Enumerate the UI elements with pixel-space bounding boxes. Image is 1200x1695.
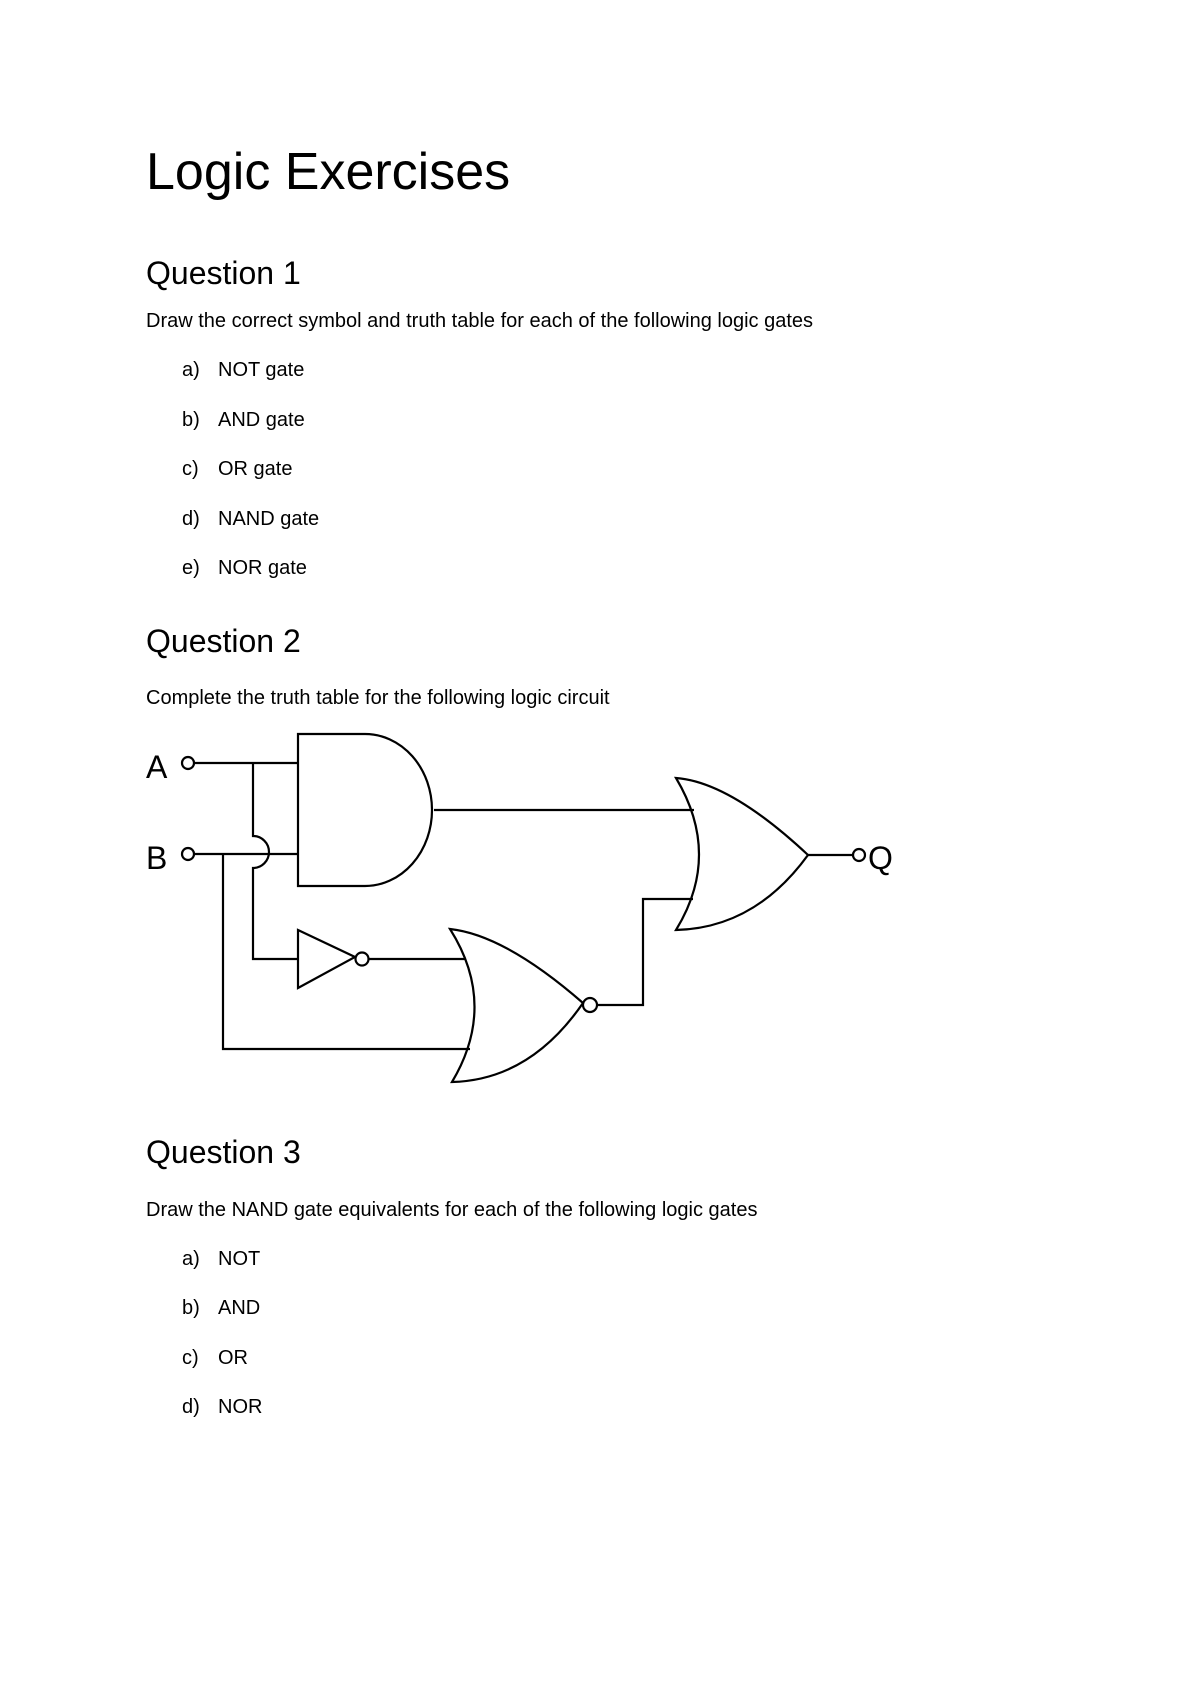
list-text: AND gate (218, 409, 305, 431)
input-a-terminal (182, 757, 194, 769)
question-3-heading: Question 3 (146, 1134, 301, 1170)
input-a-label: A (146, 749, 168, 785)
wire-a-to-not (253, 763, 298, 959)
list-item (182, 507, 319, 531)
list-item (182, 1247, 260, 1271)
list-text: OR gate (218, 458, 293, 480)
list-item (182, 1296, 260, 1320)
list-item (182, 1395, 262, 1419)
list-item (182, 408, 305, 432)
list-item (182, 358, 304, 382)
input-b-label: B (146, 840, 168, 876)
question-2-prompt: Complete the truth table for the following logic circuit (146, 687, 610, 709)
output-q-label: Q (868, 840, 893, 876)
list-text: NOR gate (218, 557, 307, 579)
not-bubble (356, 953, 369, 966)
input-b-terminal (182, 848, 194, 860)
question-2-heading: Question 2 (146, 623, 301, 659)
list-text: NOR (218, 1396, 263, 1418)
not-gate (298, 930, 355, 988)
list-marker: b) (182, 409, 200, 431)
nor-gate (450, 929, 583, 1082)
list-item (182, 556, 307, 580)
question-1-heading: Question 1 (146, 255, 301, 291)
list-marker: a) (182, 359, 200, 381)
list-marker: c) (182, 458, 199, 480)
list-marker: b) (182, 1297, 200, 1319)
list-marker: d) (182, 1396, 200, 1418)
list-text: NOT (218, 1248, 261, 1270)
list-text: AND (218, 1297, 261, 1319)
question-1-prompt: Draw the correct symbol and truth table for each of the following logic gates (146, 310, 814, 332)
list-item (182, 457, 292, 481)
question-3-prompt: Draw the NAND gate equivalents for each of the following logic gates (146, 1199, 758, 1221)
list-text: NAND gate (218, 508, 320, 530)
list-text: NOT gate (218, 359, 305, 381)
list-text: OR (218, 1347, 248, 1369)
page-title: Logic Exercises (146, 143, 511, 201)
list-item (182, 1346, 248, 1370)
wire-b-to-nor (223, 854, 470, 1049)
nor-bubble (583, 998, 597, 1012)
list-marker: e) (182, 557, 200, 579)
list-marker: c) (182, 1347, 199, 1369)
or-gate (676, 778, 808, 930)
list-marker: a) (182, 1248, 200, 1270)
list-marker: d) (182, 508, 200, 530)
wire-nor-out (597, 899, 693, 1005)
output-q-terminal (853, 849, 865, 861)
and-gate (298, 734, 432, 886)
